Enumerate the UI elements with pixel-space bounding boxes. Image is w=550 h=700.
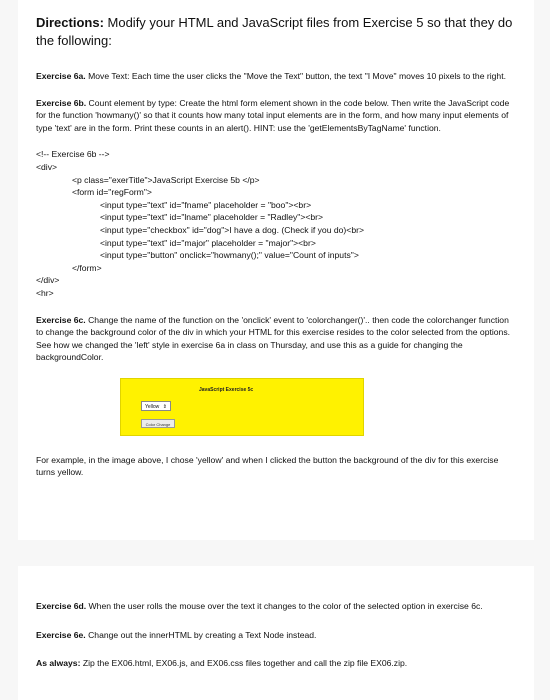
code-line: </form> [72,262,102,273]
document-page-2 [18,566,534,700]
exercise-6a-text: Move Text: Each time the user clicks the "Move the Text" button, the text "I Move" moves 10 pixels to the right. [85,71,506,81]
exercise-6a [36,70,516,83]
code-line: <input type="button" onclick="howmany();" value="Count of inputs"> [100,250,359,261]
example-select-value: Yellow [145,403,160,410]
example-color-button: Color Change [141,419,175,428]
chevron-updown-icon: ⇕ [162,403,167,410]
exercise-6a-label: Exercise 6a. [36,71,86,81]
code-block [36,148,516,299]
code-line: <input type="checkbox" id="dog">I have a dog. (Check if you do)<br> [100,224,364,235]
code-line: <hr> [36,287,54,298]
document-page-1 [18,0,534,540]
example-caption: For example, in the image above, I chose 'yellow' and when I clicked the button the background of the div for this exercise turns yellow. [36,454,499,478]
exercise-6b [36,97,516,135]
as-always [36,657,516,670]
exercise-6b-text: Count element by type: Create the html form element shown in the code below. Then write the JavaScript code for the function 'howmany()' so that it counts how many total input elements are in the form, and how many input elements of type 'text' are in the form. Print these counts in an alert(). HINT: use the 'getElementsByTagName' function. [36,97,510,133]
code-line: <input type="text" id="lname" placeholder = "Radley"><br> [100,212,324,223]
code-line: <p class="exerTitle">JavaScript Exercise 5b </p> [72,174,260,185]
exercise-6d [36,600,516,613]
as-always-text: Zip the EX06.html, EX06.js, and EX06.css files together and call the zip file EX06.zip. [80,658,408,669]
exercise-6e [36,629,516,642]
code-line: </div> [36,275,60,286]
as-always-label: As always: [36,658,81,669]
exercise-6d-label: Exercise 6d. [36,601,87,611]
exercise-6e-text: Change out the innerHTML by creating a Text Node instead. [85,629,317,640]
directions [36,14,516,50]
exercise-6e-label: Exercise 6e. [36,629,86,640]
code-line: <form id="regForm"> [72,187,152,198]
code-line: <input type="text" id="major" placeholder = "major"><br> [100,237,316,248]
directions-text: Modify your HTML and JavaScript files from Exercise 5 so that they do the following: [36,15,513,48]
example-color-select [141,401,171,411]
exercise-6d-text: When the user rolls the mouse over the text it changes to the color of the selected option in exercise 6c. [86,601,483,611]
example-title: JavaScript Exercise 5c [199,386,254,393]
exercise-6c [36,314,516,364]
example-image [120,378,364,436]
code-line: <input type="text" id="fname" placeholder = "boo"><br> [100,199,312,210]
exercise-6c-label: Exercise 6c. [36,314,86,325]
directions-label: Directions: [36,15,104,30]
exercise-6c-text: Change the name of the function on the 'onclick' event to 'colorchanger()'.. then code the colorchanger function to change the background color of the div in which your HTML for this exercise resides to the color selected from the options. See how we changed the 'left' style in exercise 6a in class on Thursday, and use this as a guide for changing the backgroundColor. [36,314,511,363]
code-line: <div> [36,161,58,172]
exercise-6b-label: Exercise 6b. [36,97,87,108]
code-line: <!-- Exercise 6b --> [36,149,110,160]
